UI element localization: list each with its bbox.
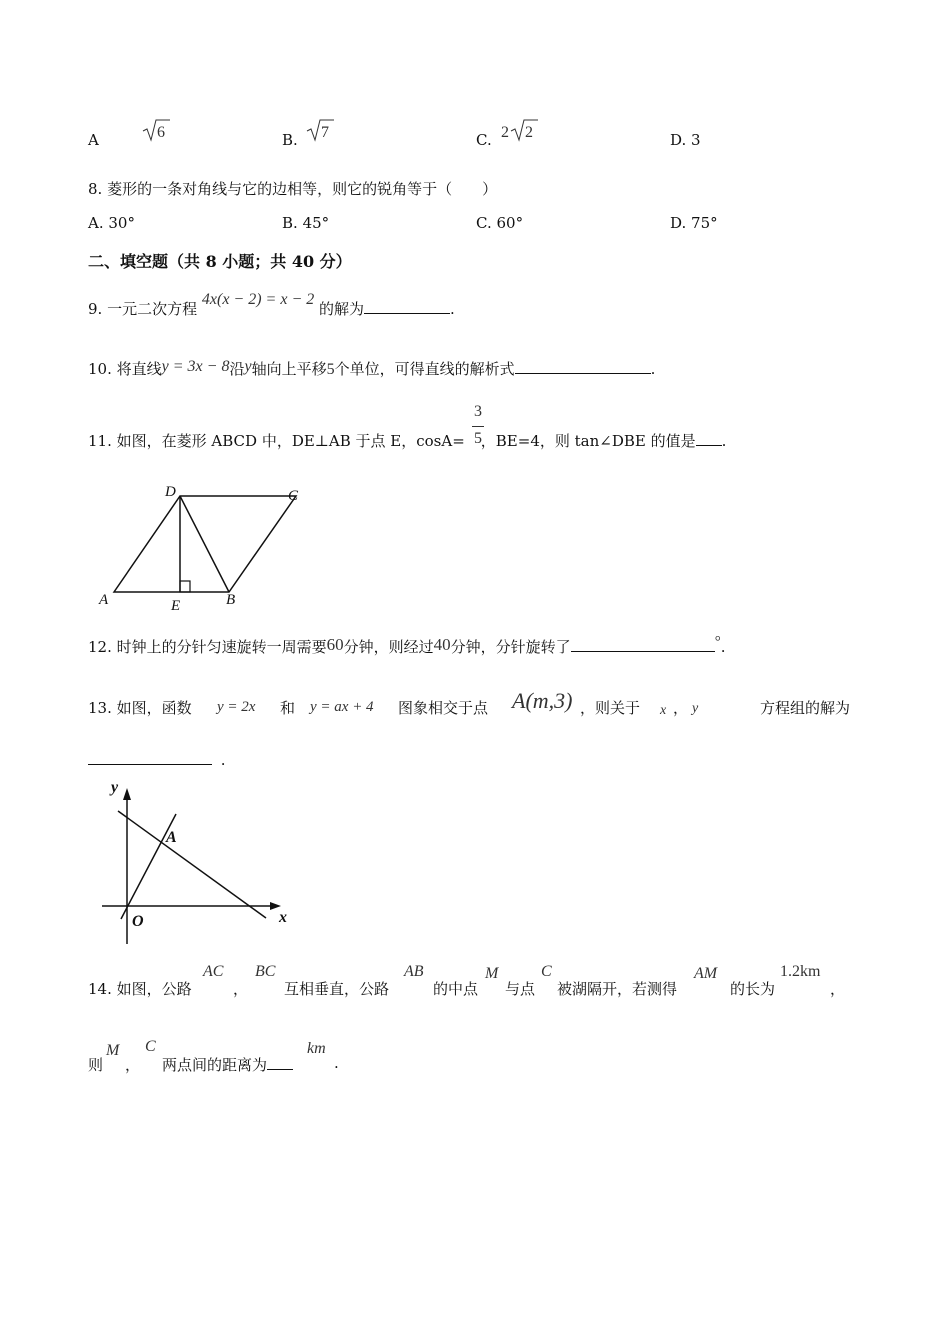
q12-v1: 60 <box>326 635 344 654</box>
q14-line2-pre: 则 <box>88 1056 104 1074</box>
q7-option-d <box>670 131 701 149</box>
y-axis-arrow <box>123 788 131 800</box>
line-y-ax-4 <box>118 811 266 918</box>
q10-axis: y <box>244 358 252 375</box>
q10-equation: y = 3x − 8 <box>161 358 230 375</box>
q8-option-d <box>670 214 718 232</box>
q7-option-a-radicand: 6 <box>157 124 165 141</box>
q8-option-c-label: C. <box>476 214 492 232</box>
two-sqrt-2-expression <box>500 118 550 144</box>
q13-var-x: x <box>660 703 667 718</box>
segment-db <box>180 496 229 592</box>
q8-option-a-value: 30° <box>108 214 135 232</box>
q12-number: 12. <box>88 638 112 656</box>
q13-end: . <box>220 751 226 769</box>
q14-mid1: 互相垂直，公路 <box>284 980 390 998</box>
label-x-axis: x <box>279 909 287 926</box>
label-point-a: A <box>166 829 177 846</box>
q14-sep2: ， <box>125 1056 141 1074</box>
section-heading: 二、填空题（共 8 小题；共 40 分） <box>88 252 352 271</box>
q12-mid1: 分钟，则经过 <box>343 638 434 656</box>
q14-ac: AC <box>203 963 224 980</box>
label-y-axis: y <box>111 779 119 796</box>
q11-fraction-denominator: 5 <box>474 430 482 447</box>
q14-line2-mid <box>162 1054 293 1075</box>
q8-option-b-label: B. <box>282 214 298 232</box>
q10-mid2: 轴向上平移 <box>251 360 327 378</box>
q8-option-a <box>88 214 135 232</box>
q7-option-d-value: 3 <box>691 131 701 149</box>
q14-tail: ， <box>830 980 846 998</box>
q8-option-c-value: 60° <box>496 214 524 232</box>
q11-post: ，BE=4，则 tan∠DBE 的值是 <box>480 432 696 450</box>
q9-line <box>88 291 455 319</box>
q7-option-b <box>282 131 298 149</box>
q12-mid2: 分钟，分针旋转了 <box>450 638 571 656</box>
q14-answer-blank[interactable] <box>267 1055 293 1070</box>
q11-pre: 如图，在菱形 ABCD 中，DE⊥AB 于点 E，cosA= <box>116 432 465 450</box>
q13-pre: 如图，函数 <box>116 699 192 717</box>
q7-option-a <box>88 131 99 149</box>
q7-option-b-label: B. <box>282 131 298 149</box>
q14-mid5: 的长为 <box>730 980 776 998</box>
q10-end: . <box>650 360 656 378</box>
q7-option-c-coefficient: 2 <box>501 124 509 141</box>
q14-c: C <box>541 963 552 980</box>
q8-option-b-value: 45° <box>302 214 330 232</box>
q13-var-y: y <box>692 701 699 716</box>
q8-option-c <box>476 214 523 232</box>
q13-f2: y = ax + 4 <box>310 699 374 715</box>
q7-option-a-label: A <box>88 131 99 149</box>
q10-mid1: 沿 <box>229 360 245 378</box>
q10-answer-blank[interactable] <box>515 359 651 374</box>
q13-number-pre <box>88 697 192 718</box>
q13-f1: y = 2x <box>217 699 256 715</box>
q7-option-c-label: C. <box>476 131 492 149</box>
q14-mid4: 被湖隔开，若测得 <box>557 980 678 998</box>
q9-post: 的解为 <box>319 300 365 318</box>
q10-number: 10. <box>88 360 112 378</box>
q8-number: 8. <box>88 180 103 198</box>
q13-comma: ， <box>673 699 689 717</box>
q9-equation: 4x(x − 2) = x − 2 <box>201 291 315 308</box>
right-angle-marker <box>180 581 190 592</box>
q14-end: . <box>334 1054 339 1072</box>
label-c: C <box>288 488 299 504</box>
q9-number: 9. <box>88 300 103 318</box>
label-b: B <box>226 592 236 608</box>
q14-unit: km <box>307 1040 326 1057</box>
q13-answer-line <box>88 750 226 769</box>
q14-line2-mid-text: 两点间的距离为 <box>162 1056 268 1074</box>
q10-line <box>88 358 655 379</box>
q14-pre: 如图，公路 <box>116 980 192 998</box>
q9-pre: 一元二次方程 <box>107 300 198 318</box>
q11-fraction-numerator: 3 <box>474 403 482 420</box>
q13-number: 13. <box>88 699 112 717</box>
q7-option-c <box>476 131 492 149</box>
label-a: A <box>99 592 109 608</box>
q10-mid3: 个单位，可得直线的解析式 <box>334 360 515 378</box>
q7-option-d-label: D. <box>670 131 687 149</box>
q9-answer-blank[interactable] <box>364 299 450 314</box>
q13-mid: 图象相交于点 <box>398 699 489 717</box>
q8-option-d-label: D. <box>670 214 687 232</box>
q10-pre: 将直线 <box>116 360 162 378</box>
q11-answer-blank[interactable] <box>696 431 722 446</box>
q12-pre: 时钟上的分针匀速旋转一周需要 <box>116 638 327 656</box>
sqrt-6-expression <box>142 118 182 144</box>
q9-end: . <box>450 300 455 318</box>
q7-option-c-radicand: 2 <box>525 124 533 141</box>
q8-text: 菱形的一条对角线与它的边相等，则它的锐角等于（ ） <box>107 180 498 198</box>
label-e: E <box>171 598 181 614</box>
q14-ab: AB <box>404 963 424 980</box>
q11-number: 11. <box>88 432 112 450</box>
q14-len: 1.2km <box>780 963 821 980</box>
q13-post: 方程组的解为 <box>760 699 851 717</box>
q12-end: . <box>720 638 726 656</box>
q12-answer-blank[interactable] <box>571 637 715 652</box>
label-d: D <box>165 484 176 500</box>
q13-point: A(m,3) <box>512 688 573 713</box>
q8-option-b <box>282 214 329 232</box>
q14-number-pre <box>88 978 192 999</box>
q14-m2: M <box>106 1042 120 1059</box>
q10-shift: 5 <box>326 361 335 378</box>
q14-m: M <box>485 965 499 982</box>
q14-c2: C <box>145 1038 156 1055</box>
q14-number: 14. <box>88 980 112 998</box>
q8-stem <box>88 178 497 199</box>
label-origin: O <box>132 913 144 930</box>
q14-am: AM <box>694 965 718 982</box>
q14-sep: ， <box>233 980 249 998</box>
sqrt-7-expression <box>306 118 346 144</box>
q14-bc: BC <box>255 963 276 980</box>
q11-line <box>88 430 726 451</box>
q8-option-d-value: 75° <box>691 214 718 232</box>
q13-and: 和 <box>280 699 296 717</box>
q12-unit: ° <box>714 634 721 650</box>
q7-option-b-radicand: 7 <box>321 124 329 141</box>
q11-end: . <box>721 432 727 450</box>
q11-rhombus-figure <box>96 480 316 615</box>
q8-option-a-label: A. <box>88 214 104 232</box>
q12-line <box>88 636 725 657</box>
q14-mid3: 与点 <box>505 980 536 998</box>
q13-answer-blank[interactable] <box>88 750 212 765</box>
q13-mid2: ，则关于 <box>580 699 641 717</box>
q11-fraction-bar <box>472 426 484 427</box>
q14-mid2: 的中点 <box>433 980 479 998</box>
q12-v2: 40 <box>433 635 451 654</box>
q13-graph-figure <box>96 776 301 948</box>
